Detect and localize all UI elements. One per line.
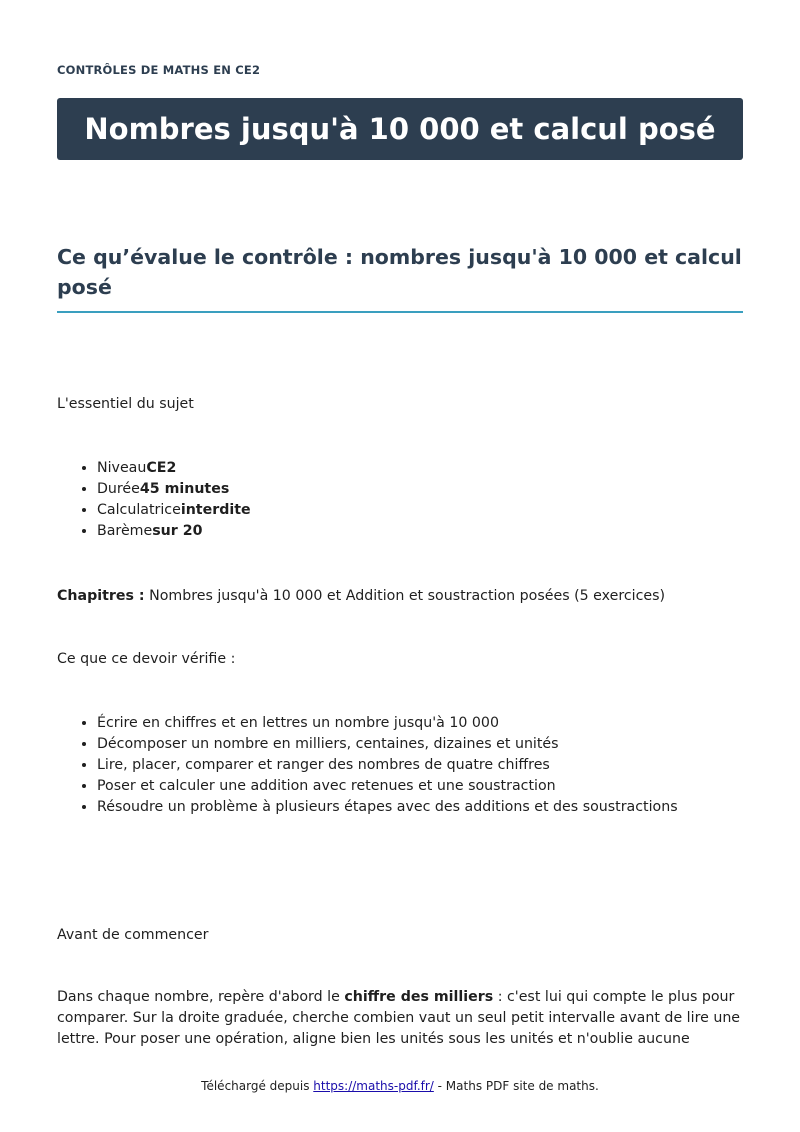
section-title: Ce qu’évalue le contrôle : nombres jusqu'à 10 000 et calcul posé [57,242,743,313]
chapitres-text: Nombres jusqu'à 10 000 et Addition et soustraction posées (5 exercices) [144,588,666,604]
title-banner [57,98,743,160]
verifie-heading: Ce que ce devoir vérifie : [57,651,236,667]
list-item: • Poser et calculer une addition avec retenues et une soustraction [97,776,678,797]
list-item [97,521,251,542]
footer-suffix: - Maths PDF site de maths. [433,1079,599,1093]
avant-paragraph [57,987,743,1050]
chapitres-label: Chapitres : [57,588,145,604]
avant-heading: Avant de commencer [57,927,209,943]
item-label: Niveau [97,460,147,476]
item-value: sur 20 [152,523,203,539]
item-value: CE2 [146,460,177,476]
page-footer [0,1079,800,1093]
list-item [97,500,251,521]
avant-text: Dans chaque nombre, repère d'abord le [57,989,345,1005]
item-value: 45 minutes [139,481,230,497]
footer-prefix: Téléchargé depuis [201,1079,314,1093]
list-item: • Écrire en chiffres et en lettres un nombre jusqu'à 10 000 [97,713,678,734]
essentiel-list [57,458,251,542]
item-label: Durée [97,481,140,497]
page-title: Nombres jusqu'à 10 000 et calcul posé [84,112,716,146]
list-item: • Lire, placer, comparer et ranger des nombres de quatre chiffres [97,755,678,776]
essentiel-heading: L'essentiel du sujet [57,396,194,412]
item-label: Calculatrice [97,502,181,518]
footer-link[interactable]: https://maths-pdf.fr/ [313,1079,434,1093]
avant-emphasis: chiffre des milliers [344,989,494,1005]
list-item: • Décomposer un nombre en milliers, centaines, dizaines et unités [97,734,678,755]
list-item [97,479,251,500]
list-item: • Résoudre un problème à plusieurs étapes avec des additions et des soustractions [97,797,678,818]
item-value: interdite [180,502,251,518]
list-item [97,458,251,479]
item-label: Barème [97,523,153,539]
chapitres-paragraph [57,586,665,607]
category-kicker: CONTRÔLES DE MATHS EN CE2 [57,63,261,77]
avant-text: : c'est lui qui compte le plus pour comparer. Sur la droite graduée, cherche combien vaut un seul petit intervalle avant de lire une lettre. Pour poser une opération, aligne bien les unités sous les unités et n'oublie aucune [57,989,741,1047]
verifie-list [57,713,678,818]
